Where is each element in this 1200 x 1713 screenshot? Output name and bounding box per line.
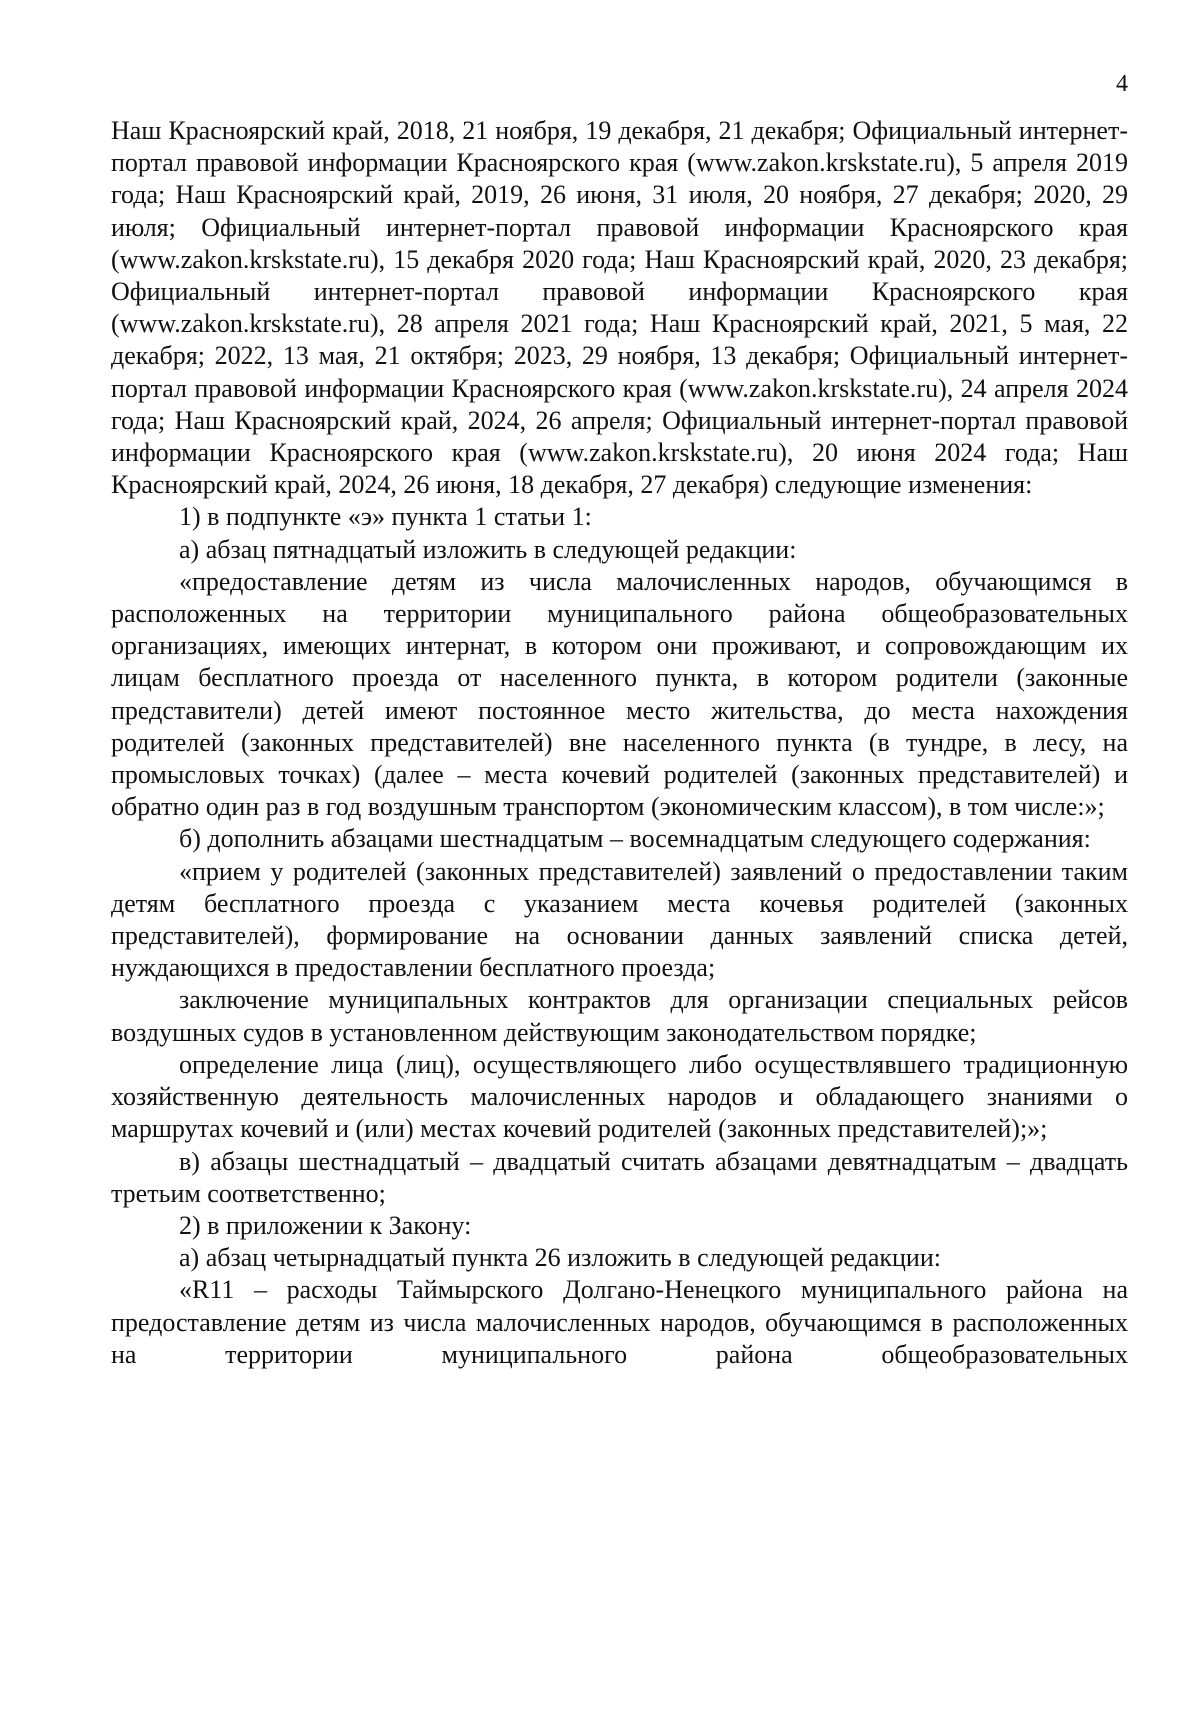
paragraph-item-2a: а) абзац четырнадцатый пункта 26 изложить в следующей редакции:: [179, 1243, 941, 1273]
paragraph-item-1v: в) абзацы шестнадцатый – двадцатый считать абзацами девятнадцатым – двадцать третьим соответственно;: [111, 1146, 1128, 1208]
paragraph-quote-r11: «R11 – расходы Таймырского Долгано-Ненецкого муниципального района на предоставление детям из числа малочисленных народов, обучающимся в расположенных на территории муниципального района общеобразовательных: [111, 1275, 1128, 1369]
paragraph-contracts: заключение муниципальных контрактов для организации специальных рейсов воздушных судов в установленном действующим законодательством порядке;: [111, 985, 1128, 1047]
document-body: [111, 115, 1128, 1371]
paragraph-item-1: 1) в подпункте «э» пункта 1 статьи 1:: [179, 502, 592, 532]
paragraph-person-definition: определение лица (лиц), осуществляющего либо осуществлявшего традиционную хозяйственную деятельность малочисленных народов и обладающего знаниями о маршрутах кочевий и (или) местах кочевий родителей (законных представителей);»;: [111, 1049, 1128, 1144]
paragraph-item-1b: б) дополнить абзацами шестнадцатым – восемнадцатым следующего содержания:: [179, 824, 1091, 854]
paragraph-quote-free-travel: «предоставление детям из числа малочисленных народов, обучающимся в расположенных на территории муниципального района общеобразовательных организациях, имеющих интернат, в котором они проживают, и сопровождающим их лицам бесплатного проезда от населенного пункта, в котором родители (законные представители) детей имеют постоянное место жительства, до места нахождения родителей (законных представителей) вне населенного пункта (в тундре, в лесу, на промысловых точках) (далее – места кочевий родителей (законных представителей) и обратно один раз в год воздушным транспортом (экономическим классом), в том числе:»;: [111, 566, 1128, 822]
paragraph-quote-applications: «прием у родителей (законных представителей) заявлений о предоставлении таким детям бесплатного проезда с указанием места кочевья родителей (законных представителей), формирование на основании данных заявлений списка детей, нуждающихся в предоставлении бесплатного проезда;: [111, 856, 1128, 983]
paragraph-sources-list: Наш Красноярский край, 2018, 21 ноября, 19 декабря, 21 декабря; Официальный интернет-портал правовой информации Красноярского края (www.zakon.krskstate.ru), 5 апреля 2019 года; Наш Красноярский край, 2019, 26 июня, 31 июля, 20 ноября, 27 декабря; 2020, 29 июля; Официальный интернет-портал правовой информации Красноярского края (www.zakon.krskstate.ru), 15 декабря 2020 года; Наш Красноярский край, 2020, 23 декабря; Официальный интернет-портал правовой информации Красноярского края (www.zakon.krskstate.ru), 28 апреля 2021 года; Наш Красноярский край, 2021, 5 мая, 22 декабря; 2022, 13 мая, 21 октября; 2023, 29 ноября, 13 декабря; Официальный интернет-портал правовой информации Красноярского края (www.zakon.krskstate.ru), 24 апреля 2024 года; Наш Красноярский край, 2024, 26 апреля; Официальный интернет-портал правовой информации Красноярского края (www.zakon.krskstate.ru), 20 июня 2024 года; Наш Красноярский край, 2024, 26 июня, 18 декабря, 27 декабря) следующие изменения:: [111, 116, 1128, 500]
paragraph-item-1a: а) абзац пятнадцатый изложить в следующей редакции:: [179, 534, 797, 564]
page-number: 4: [1116, 71, 1128, 97]
paragraph-item-2: 2) в приложении к Закону:: [179, 1210, 472, 1240]
